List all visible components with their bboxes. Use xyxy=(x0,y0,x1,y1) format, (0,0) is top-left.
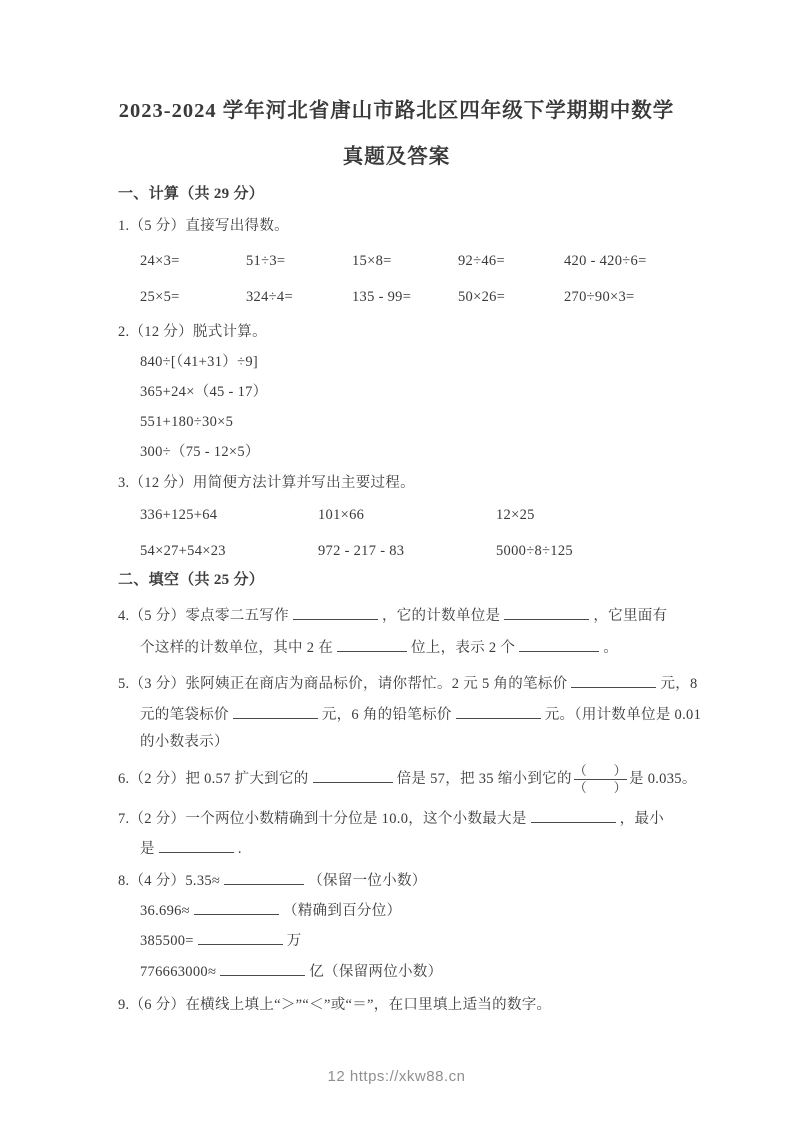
fraction-numerator: （ ） xyxy=(573,763,627,778)
q1-expression: 324÷4= xyxy=(246,289,293,305)
q1-expression: 135 - 99= xyxy=(352,289,412,305)
q1-expression: 50×26= xyxy=(458,289,506,305)
q5-line3: 的小数表示） xyxy=(140,734,229,750)
q2-expression: 551+180÷30×5 xyxy=(140,414,234,430)
q8-text: （精确到百分位） xyxy=(282,903,402,919)
q4-text: 。 xyxy=(603,640,619,656)
q3-expression: 336+125+64 xyxy=(140,507,218,523)
q6-line xyxy=(118,763,697,797)
blank-line xyxy=(198,929,283,945)
fraction-blank xyxy=(574,763,627,797)
q5-text: 元，6 角的铅笔标价 xyxy=(321,707,452,723)
q5-line2 xyxy=(140,703,701,725)
q4-text: ，它里面有 xyxy=(593,608,668,624)
q6-text: 6.（2 分）把 0.57 扩大到它的 xyxy=(118,771,309,788)
q6-text: 是 0.035。 xyxy=(628,771,697,788)
q2-expression: 840÷[（41+31）÷9] xyxy=(140,354,259,370)
q7-text: 是 xyxy=(140,841,155,857)
q5-text: 5.（3 分）张阿姨正在商店为商品标价，请你帮忙。2 元 5 角的笔标价 xyxy=(118,676,568,692)
q1-expression: 92÷46= xyxy=(458,253,505,269)
q2-stem: 2.（12 分）脱式计算。 xyxy=(118,324,267,340)
q2-expression: 300÷（75 - 12×5） xyxy=(140,444,260,460)
q2-expression: 365+24×（45 - 17） xyxy=(140,384,268,400)
page-footer xyxy=(0,1068,793,1085)
q8-text: 36.696≈ xyxy=(140,903,190,919)
q1-expression: 420 - 420÷6= xyxy=(564,253,647,269)
section-1-heading: 一、计算（共 29 分） xyxy=(118,186,265,202)
blank-line xyxy=(293,604,378,620)
q7-line1 xyxy=(118,807,664,829)
blank-line xyxy=(233,703,318,719)
blank-line xyxy=(194,899,279,915)
q1-row2 xyxy=(140,287,635,307)
q3-expression: 101×66 xyxy=(318,507,365,523)
q1-expression: 24×3= xyxy=(140,253,180,269)
q3-expression: 12×25 xyxy=(496,507,535,523)
q5-line1 xyxy=(118,672,698,694)
blank-line xyxy=(519,636,599,652)
q3-expression: 54×27+54×23 xyxy=(140,543,226,559)
q8-text: 万 xyxy=(286,933,302,949)
q4-text: ，它的计数单位是 xyxy=(381,608,501,624)
blank-line xyxy=(504,604,589,620)
q5-text: 元。（用计数单位是 0.01 xyxy=(544,707,702,723)
q4-line1 xyxy=(118,604,667,626)
q1-expression: 270÷90×3= xyxy=(564,289,635,305)
q8-line3 xyxy=(140,929,302,951)
q3-row1 xyxy=(140,505,535,525)
q1-expression: 25×5= xyxy=(140,289,180,305)
q1-expression: 15×8= xyxy=(352,253,392,269)
q1-expression: 51÷3= xyxy=(246,253,286,269)
page-number: 12 xyxy=(327,1068,346,1085)
q8-line2 xyxy=(140,899,401,921)
blank-line xyxy=(224,869,304,885)
q8-text: 亿（保留两位小数） xyxy=(309,964,443,980)
q7-line2 xyxy=(140,837,242,859)
q8-text: 8.（4 分）5.35≈ xyxy=(118,873,221,889)
q5-text: 元的笔袋标价 xyxy=(140,707,229,723)
q3-expression: 972 - 217 - 83 xyxy=(318,543,405,559)
q8-line1 xyxy=(118,869,427,891)
page-title-line1: 2023-2024 学年河北省唐山市路北区四年级下学期期中数学 xyxy=(118,100,675,122)
page-title-line2: 真题及答案 xyxy=(342,146,451,168)
q8-line4 xyxy=(140,960,442,982)
q3-expression: 5000÷8÷125 xyxy=(496,543,573,559)
q7-text: 7.（2 分）一个两位小数精确到十分位是 10.0，这个小数最大是 xyxy=(118,811,527,827)
blank-line xyxy=(571,672,656,688)
blank-line xyxy=(220,960,305,976)
q5-text: 元，8 xyxy=(660,676,698,692)
q7-text: . xyxy=(237,841,242,857)
q6-text: 倍是 57，把 35 缩小到它的 xyxy=(396,771,572,788)
q4-text: 个这样的计数单位，其中 2 在 xyxy=(140,640,333,656)
q4-text: 位上，表示 2 个 xyxy=(411,640,516,656)
footer-url: https://xkw88.cn xyxy=(349,1068,466,1085)
q8-text: 385500= xyxy=(140,933,194,949)
q9-stem: 9.（6 分）在横线上填上“＞”“＜”或“＝”，在口里填上适当的数字。 xyxy=(118,997,552,1013)
q4-text: 4.（5 分）零点零二五写作 xyxy=(118,608,289,624)
q8-text: （保留一位小数） xyxy=(308,873,427,889)
q1-stem: 1.（5 分）直接写出得数。 xyxy=(118,218,289,234)
q4-line2 xyxy=(140,636,618,658)
blank-line xyxy=(159,837,234,853)
section-2-heading: 二、填空（共 25 分） xyxy=(118,572,265,588)
blank-line xyxy=(531,807,616,823)
q7-text: ，最小 xyxy=(619,811,665,827)
q3-row2 xyxy=(140,541,573,561)
blank-line xyxy=(313,767,393,783)
blank-line xyxy=(337,636,407,652)
q1-row1 xyxy=(140,251,647,271)
q3-stem: 3.（12 分）用简便方法计算并写出主要过程。 xyxy=(118,475,415,491)
fraction-denominator: （ ） xyxy=(573,780,627,796)
blank-line xyxy=(456,703,541,719)
q8-text: 776663000≈ xyxy=(140,964,217,980)
